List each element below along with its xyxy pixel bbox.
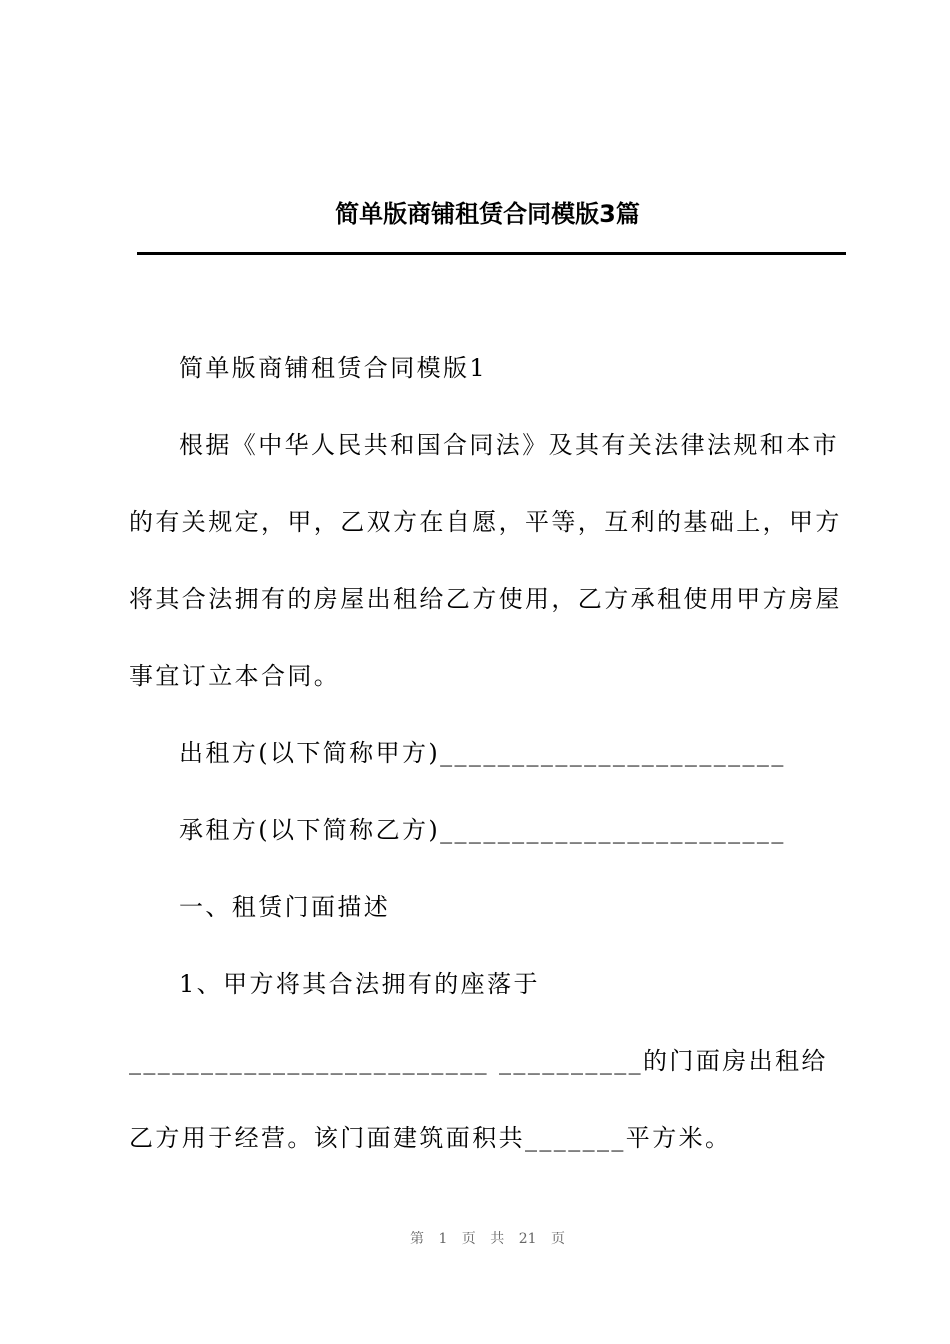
- page-footer: 第 1 页 共 21 页: [410, 1231, 565, 1247]
- intro-paragraph: 根据《中华人民共和国合同法》及其有关法律法规和本市的有关规定，甲，乙双方在自愿，平等，互利的基础上，甲方将其合法拥有的房屋出租给乙方使用，乙方承租使用甲方房屋事宜订立本合同。: [129, 431, 842, 690]
- page-title: 简单版商铺租赁合同模版3篇: [335, 200, 640, 228]
- title-underline: [137, 252, 846, 255]
- lessor-line: 出租方(以下简称甲方)________________________: [179, 739, 786, 767]
- lessee-line: 承租方(以下简称乙方)________________________: [179, 816, 786, 844]
- clause-heading: 一、租赁门面描述: [179, 893, 391, 921]
- section-heading: 简单版商铺租赁合同模版1: [179, 354, 488, 382]
- clause-paragraph: 1、甲方将其合法拥有的座落于_________________________ __________的门面房出租给乙方用于经营。该门面建筑面积共_______平方米。: [129, 970, 828, 1152]
